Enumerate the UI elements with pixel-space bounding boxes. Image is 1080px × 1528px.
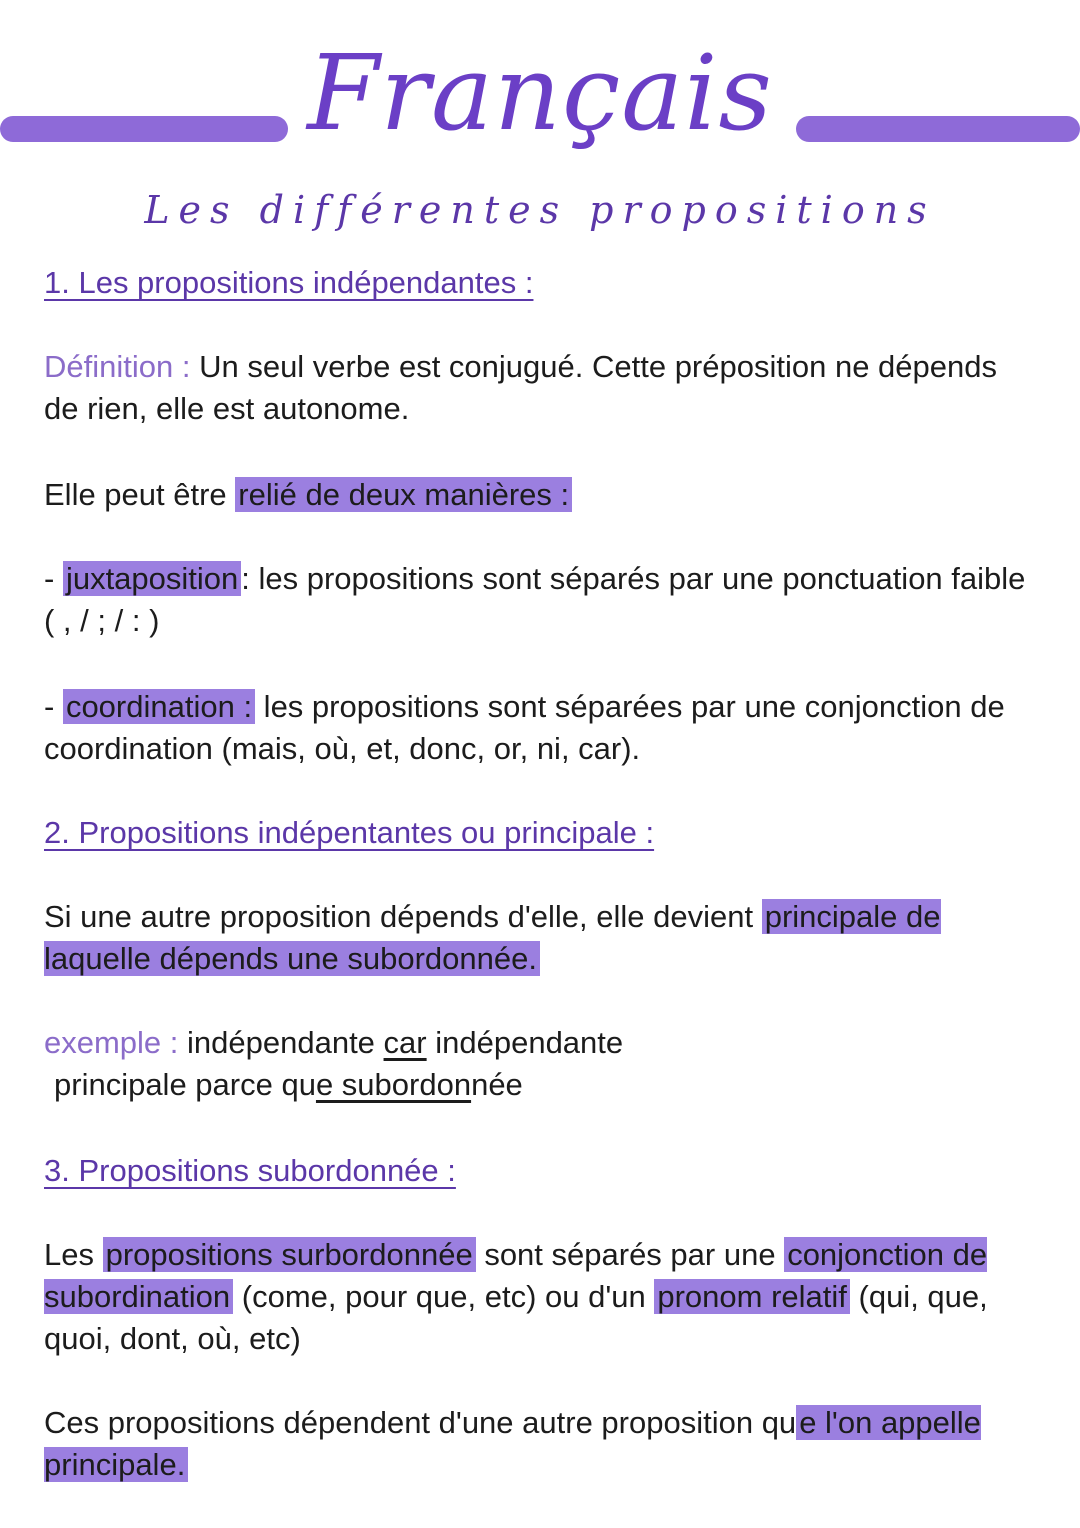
principale-highlight: principale de laquelle dépends une subordonnée. [44, 899, 941, 976]
coordination-item [44, 686, 1034, 770]
section-3-heading: 3. Propositions subordonnée : [44, 1153, 456, 1188]
example-text-1a: indépendante [178, 1025, 384, 1060]
coordination-text: les propositions sont séparées par une conjonction de coordination (mais, où, et, donc, or, ni, car). [44, 689, 1005, 766]
example-line-2 [54, 1064, 1044, 1106]
link-highlight: relié de deux manières : [235, 477, 572, 512]
page-title: Français [307, 32, 773, 154]
example-line-1 [44, 1022, 1034, 1064]
subordonnee-highlight-1: propositions surbordonnée [103, 1237, 476, 1272]
principale-text: Si une autre proposition dépends d'elle, elle devient [44, 899, 762, 934]
link-intro: Elle peut être [44, 477, 236, 512]
subordonnee-text-c: (come, pour que, etc) ou d'un [233, 1279, 655, 1314]
definition-text: Un seul verbe est conjugué. Cette préposition ne dépends de rien, elle est autonome. [44, 349, 997, 426]
subordonnee-text-d: (qui, que, quoi, dont, où, etc) [44, 1279, 988, 1356]
dependance-paragraph [44, 1402, 1034, 1486]
subordonnee-text-a: Les [44, 1237, 103, 1272]
section-2-heading: 2. Propositions indépentantes ou principale : [44, 815, 655, 850]
example-car: car [383, 1025, 427, 1060]
example-label: exemple : [44, 1025, 179, 1060]
principale-paragraph [44, 896, 1034, 980]
page-subtitle: Les différentes propositions [144, 188, 936, 232]
subordonnee-paragraph [44, 1234, 1034, 1360]
example-text-2a: principale parce qu [54, 1067, 316, 1102]
example-text-2b: e subordon [315, 1067, 472, 1102]
juxtaposition-dash: - [44, 561, 63, 596]
coordination-dash: - [44, 689, 63, 724]
juxtaposition-term: juxtaposition [63, 561, 241, 596]
juxtaposition-text: : les propositions sont séparés par une ponctuation faible ( , / ; / : ) [44, 561, 1026, 638]
link-paragraph [44, 474, 1034, 516]
subordonnee-highlight-3: pronom relatif [654, 1279, 850, 1314]
dependance-highlight: e l'on appelle principale. [44, 1405, 981, 1482]
definition-paragraph [44, 346, 1034, 430]
example-text-2c: née [471, 1067, 523, 1102]
definition-label: Définition : [44, 349, 191, 384]
section-1-heading: 1. Les propositions indépendantes : [44, 265, 534, 300]
coordination-term: coordination : [63, 689, 255, 724]
juxtaposition-item [44, 558, 1034, 642]
example-text-1b: indépendante [426, 1025, 624, 1060]
subordonnee-text-b: sont séparés par une [475, 1237, 785, 1272]
dependance-text: Ces propositions dépendent d'une autre proposition qu [44, 1405, 797, 1440]
subordonnee-highlight-2: conjonction de subordination [44, 1237, 988, 1314]
